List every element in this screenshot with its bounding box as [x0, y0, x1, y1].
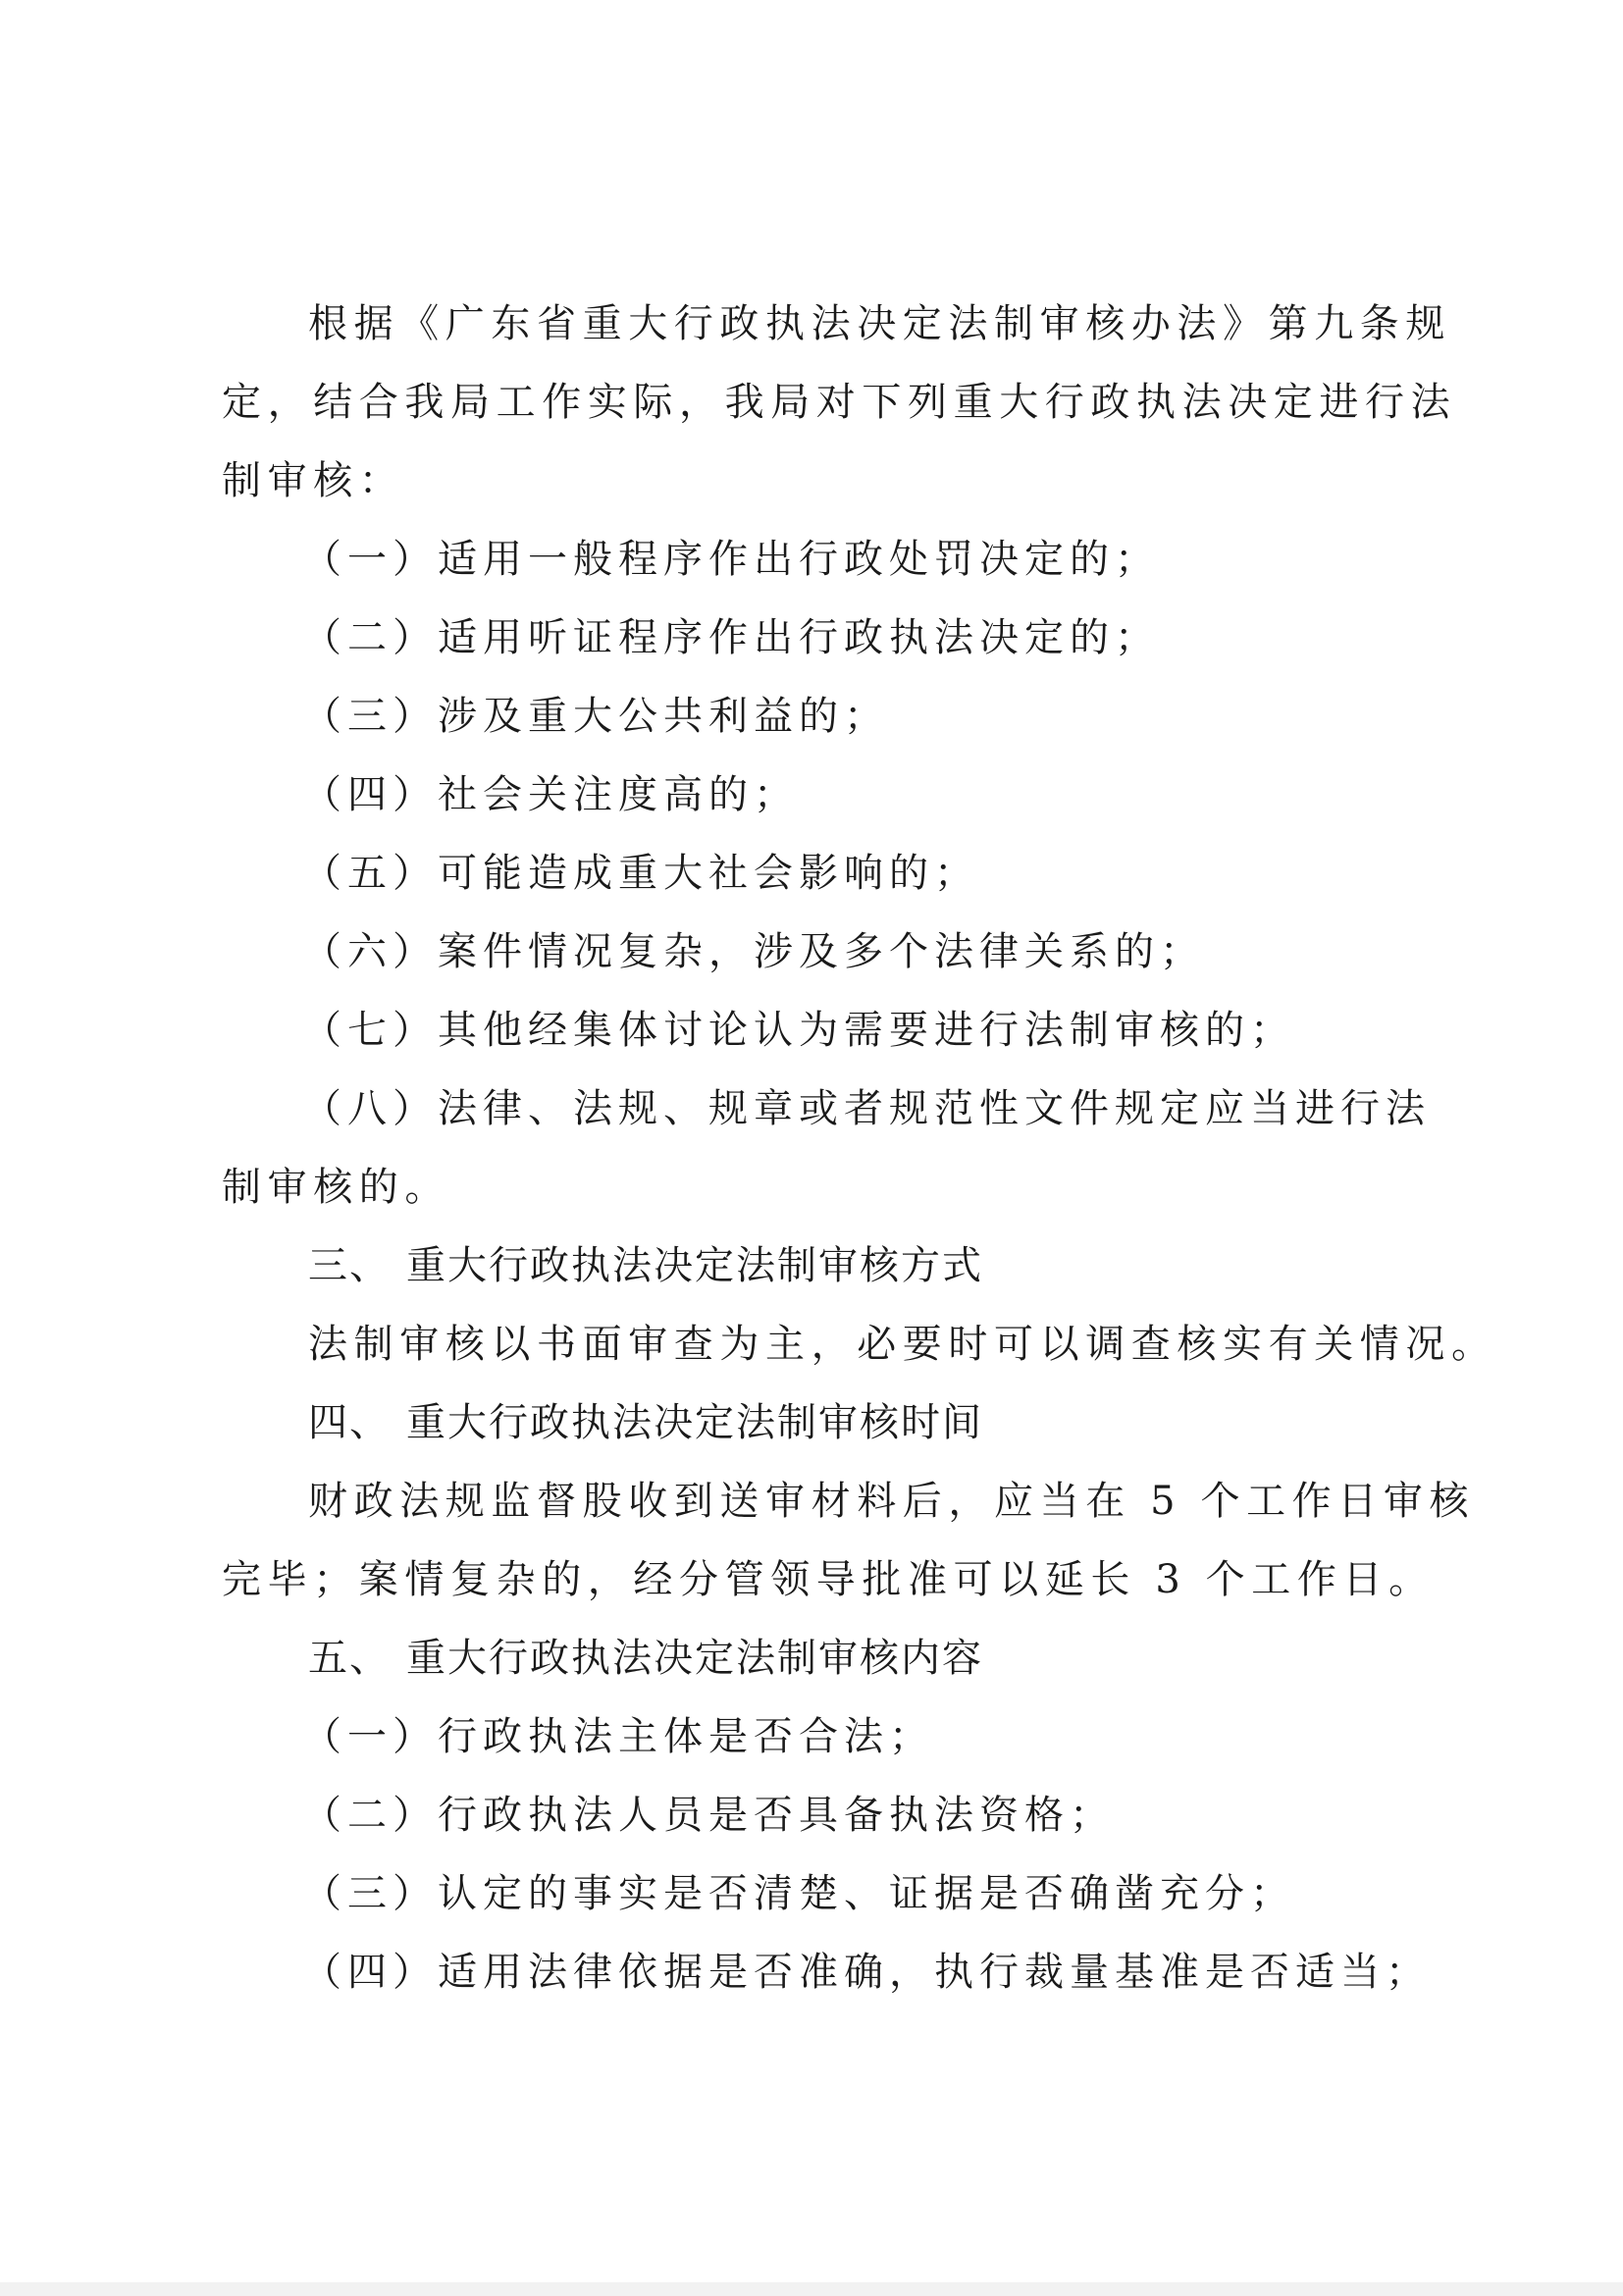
paragraph-line: 根据《广东省重大行政执法决定法制审核办法》第九条规	[308, 301, 1451, 346]
list-item: （四）社会关注度高的；	[302, 772, 799, 817]
list-item: （三）认定的事实是否清楚、证据是否确凿充分；	[302, 1871, 1295, 1916]
paragraph-line: 定，结合我局工作实际，我局对下列重大行政执法决定进行法	[222, 380, 1457, 425]
list-item: （四）适用法律依据是否准确，执行裁量基准是否适当；	[302, 1950, 1431, 1995]
list-item: （六）案件情况复杂，涉及多个法律关系的；	[302, 929, 1205, 974]
list-item: （二）适用听证程序作出行政执法决定的；	[302, 615, 1160, 660]
section-number: 三、	[308, 1243, 391, 1288]
section-title: 重大行政执法决定法制审核内容	[406, 1636, 983, 1681]
list-item: （一）行政执法主体是否合法；	[302, 1714, 934, 1759]
list-item: （八）法律、法规、规章或者规范性文件规定应当进行法	[302, 1086, 1431, 1131]
section-heading	[222, 1226, 1411, 1305]
list-item-continuation: 制审核的。	[222, 1165, 450, 1210]
list-item: （一）适用一般程序作出行政处罚决定的；	[302, 537, 1160, 582]
list-item: （二）行政执法人员是否具备执法资格；	[302, 1793, 1115, 1838]
paragraph-line: 法制审核以书面审查为主，必要时可以调查核实有关情况。	[308, 1322, 1497, 1367]
list-item: （三）涉及重大公共利益的；	[302, 694, 889, 739]
scan-edge	[0, 2282, 1623, 2296]
list-item: （七）其他经集体讨论认为需要进行法制审核的；	[302, 1008, 1295, 1053]
section-heading	[222, 1619, 1411, 1697]
list-item: （五）可能造成重大社会影响的；	[302, 851, 979, 896]
section-title: 重大行政执法决定法制审核时间	[406, 1400, 983, 1445]
section-number: 四、	[308, 1400, 391, 1445]
paragraph-line: 财政法规监督股收到送审材料后，应当在 5 个工作日审核	[308, 1479, 1476, 1524]
section-number: 五、	[308, 1636, 391, 1681]
section-heading	[222, 1383, 1411, 1462]
section-title: 重大行政执法决定法制审核方式	[406, 1243, 983, 1288]
paragraph-line: 完毕；案情复杂的，经分管领导批准可以延长 3 个工作日。	[222, 1557, 1435, 1602]
document-body	[222, 285, 1497, 2011]
paragraph-line: 制审核：	[222, 458, 405, 503]
